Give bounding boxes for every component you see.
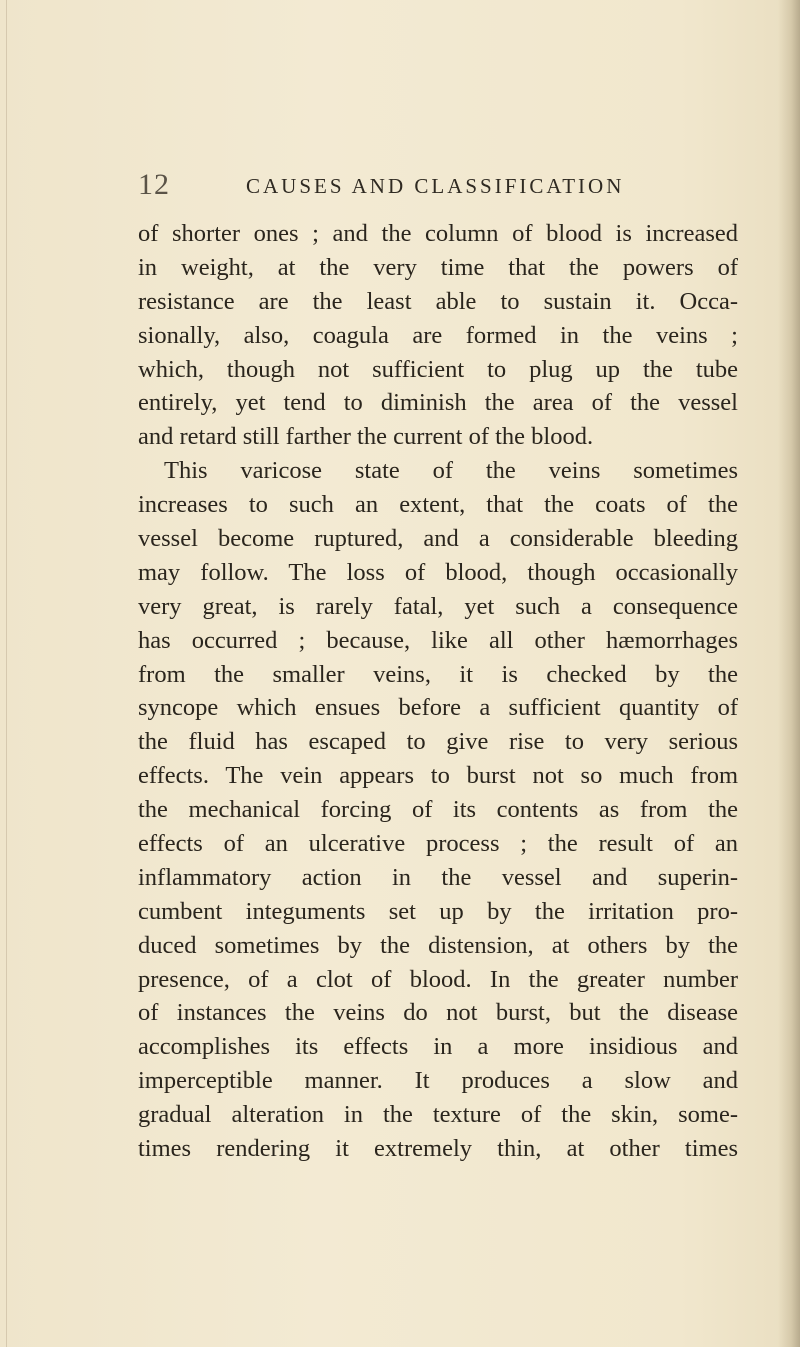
text-line: has occurred ; because, like all other hæmorrhages [138, 626, 738, 654]
text-line: from the smaller veins, it is checked by the [138, 660, 738, 688]
text-line: imperceptible manner. It produces a slow and [138, 1067, 738, 1095]
text-line: cumbent integuments set up by the irritation pro- [138, 897, 738, 925]
page-header [138, 168, 738, 208]
text-line: and retard still farther the current of the blood. [138, 423, 594, 451]
page-number: 12 [138, 168, 170, 201]
body-text [138, 217, 738, 1166]
text-line: in weight, at the very time that the powers of [138, 253, 738, 281]
text-line: effects. The vein appears to burst not so much from [138, 762, 738, 790]
running-head: CAUSES AND CLASSIFICATION [246, 174, 625, 198]
text-line: duced sometimes by the distension, at others by the [138, 931, 738, 959]
text-line: times rendering it extremely thin, at other times [138, 1135, 738, 1163]
text-line: of shorter ones ; and the column of blood is increased [138, 220, 738, 247]
text-line: of instances the veins do not burst, but the disease [138, 999, 738, 1027]
text-line: increases to such an extent, that the coats of the [138, 491, 738, 519]
page-edge-line [6, 0, 7, 1347]
text-line: entirely, yet tend to diminish the area of the vessel [138, 389, 738, 417]
text-line: presence, of a clot of blood. In the greater number [138, 965, 738, 993]
text-line: very great, is rarely fatal, yet such a consequence [138, 592, 738, 620]
text-line: sionally, also, coagula are formed in the veins ; [138, 321, 738, 349]
text-line: syncope which ensues before a sufficient quantity of [138, 694, 738, 722]
text-line: the fluid has escaped to give rise to very serious [138, 728, 738, 756]
page-gutter-shadow [778, 0, 800, 1347]
text-line: the mechanical forcing of its contents as from the [138, 796, 738, 824]
text-line: vessel become ruptured, and a considerable bleeding [138, 525, 738, 553]
text-line: This varicose state of the veins sometimes [164, 457, 738, 485]
text-line: resistance are the least able to sustain it. Occa- [138, 287, 738, 315]
text-line: accomplishes its effects in a more insidious and [138, 1033, 738, 1061]
text-line: effects of an ulcerative process ; the result of an [138, 830, 738, 858]
text-line: inflammatory action in the vessel and superin- [138, 863, 738, 891]
text-line: which, though not sufficient to plug up the tube [138, 355, 738, 383]
text-line: may follow. The loss of blood, though occasionally [138, 558, 738, 586]
text-line: gradual alteration in the texture of the skin, some- [138, 1101, 738, 1129]
